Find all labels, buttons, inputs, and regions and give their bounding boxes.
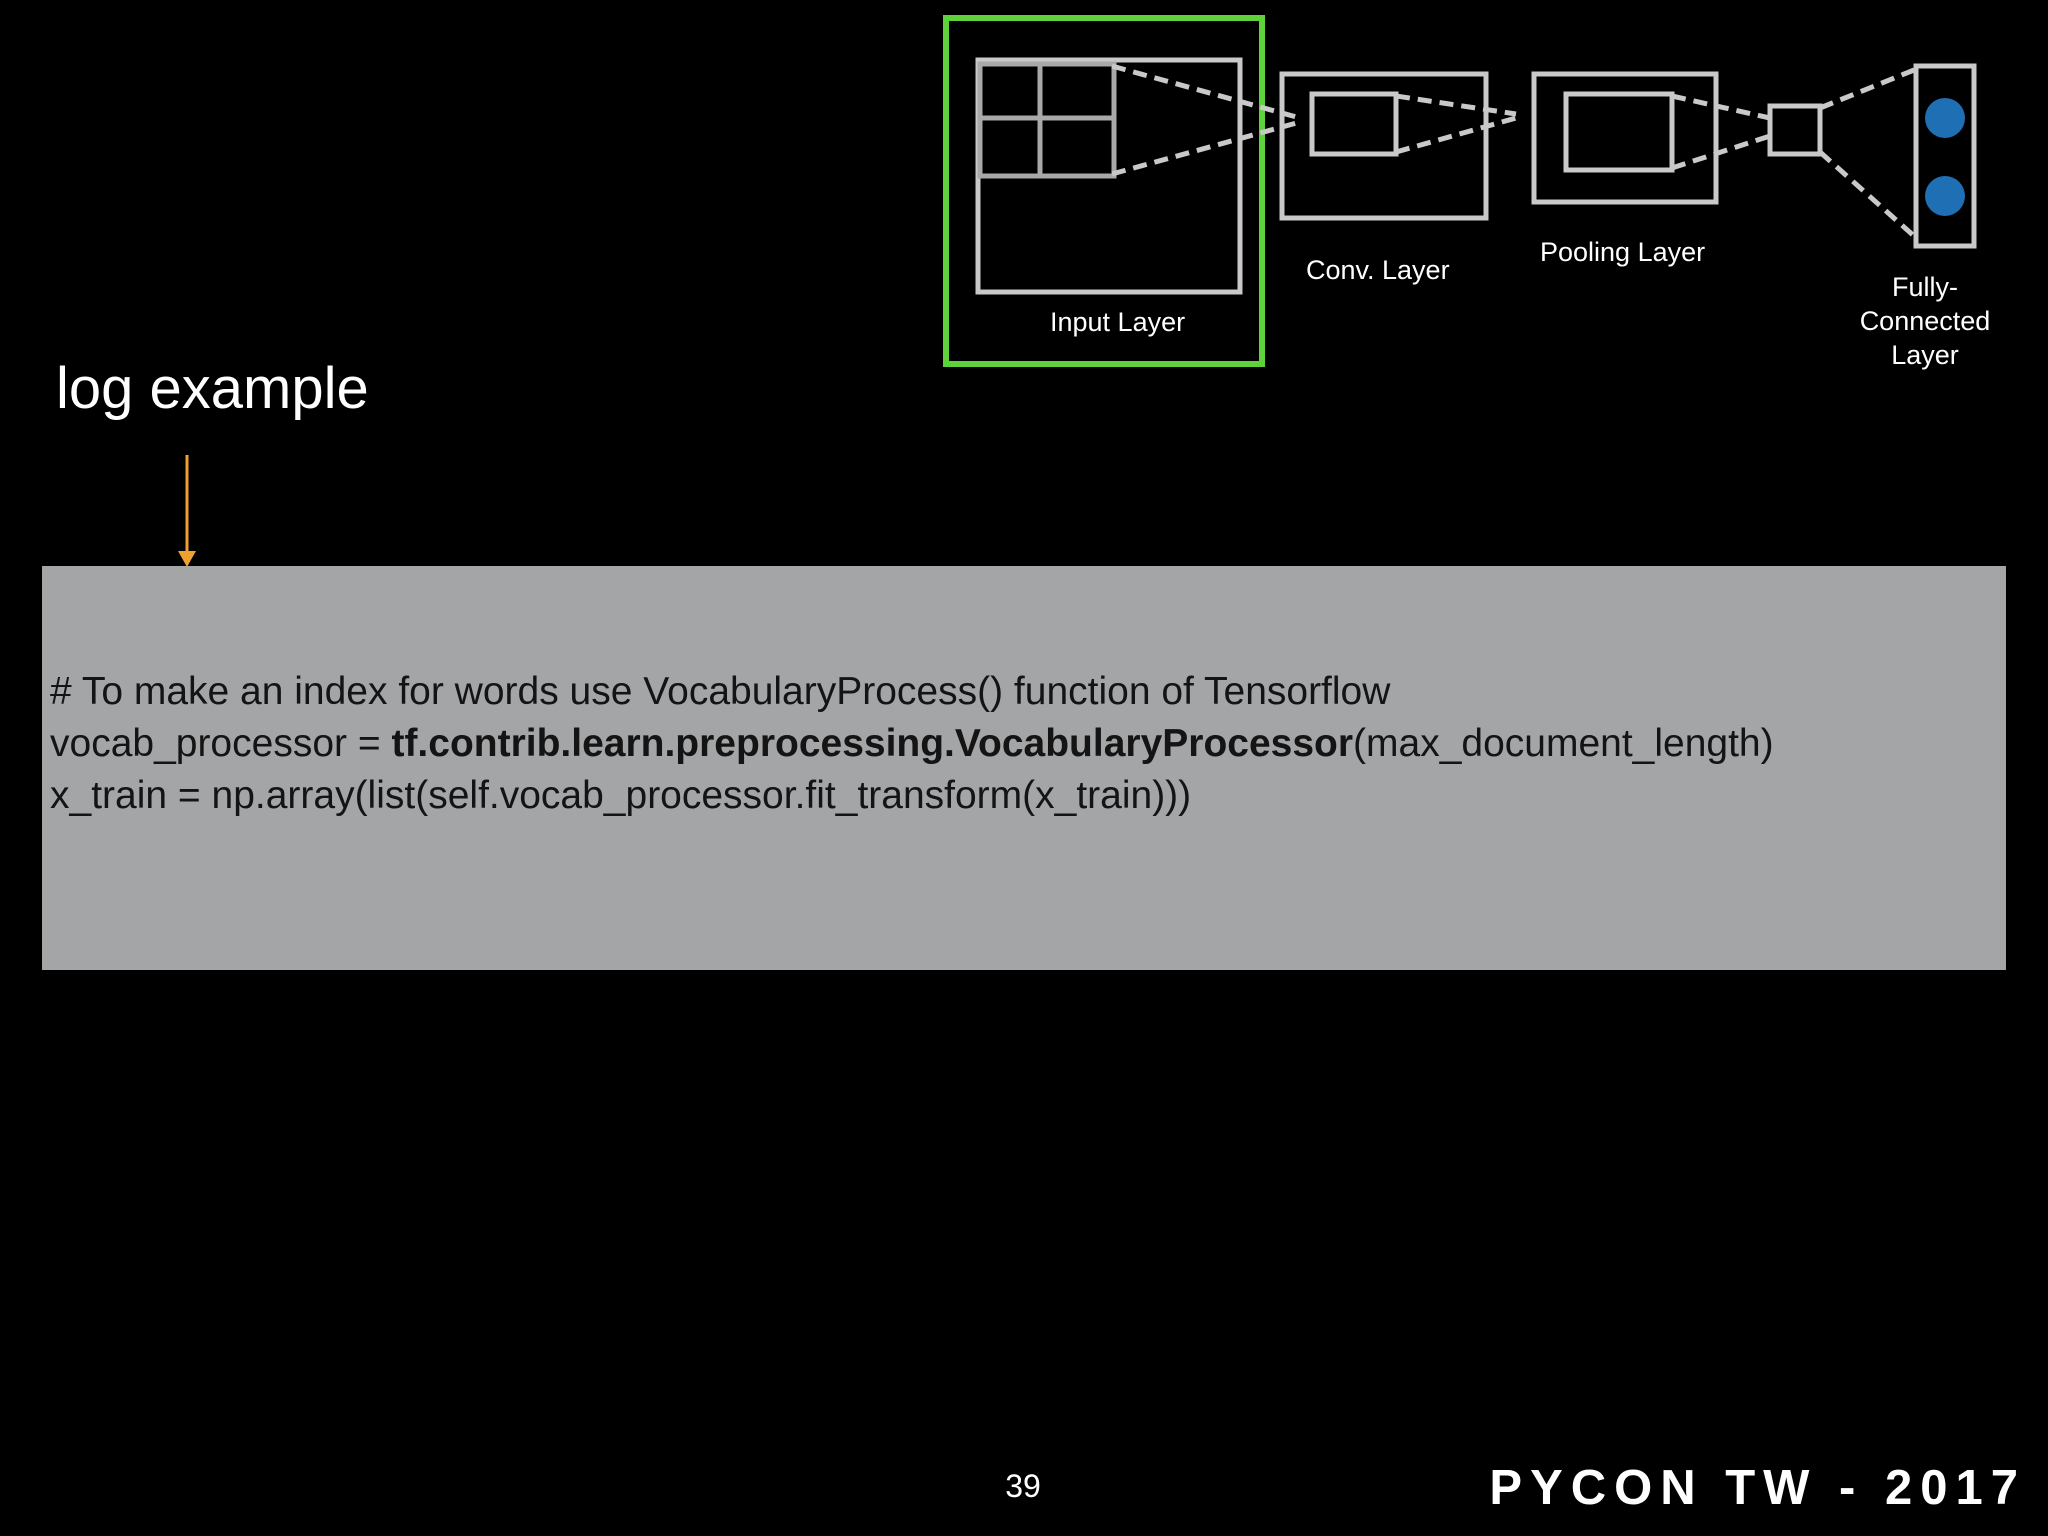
code-vocab-args: (max_document_length): [1353, 722, 1774, 765]
conv-feature-patch: [1312, 94, 1396, 154]
pool-to-fc-connections: [1672, 96, 1770, 168]
pooling-layer-label: Pooling Layer: [1540, 237, 1706, 267]
footer-brand: PYCON TW - 2017: [1489, 1461, 2026, 1515]
fc-layer-box: [1916, 66, 1974, 246]
fc-node-1: [1925, 98, 1965, 138]
fc-node-2: [1925, 176, 1965, 216]
input-to-conv-connections: [1112, 66, 1300, 174]
code-block: [42, 566, 2006, 970]
flatten-to-output-connections: [1820, 70, 1914, 236]
down-arrow-icon: [172, 455, 202, 570]
code-xtrain-line: x_train = np.array(list(self.vocab_processor.fit_transform(x_train))): [50, 774, 1192, 817]
input-layer-label: Input Layer: [1050, 307, 1186, 337]
code-comment-line: # To make an index for words use VocabularyProcess() function of Tensorflow: [50, 670, 1391, 713]
code-vocab-class: tf.contrib.learn.preprocessing.VocabularyProcessor: [391, 722, 1354, 765]
code-vocab-assign: vocab_processor =: [50, 722, 392, 765]
input-receptive-field: [980, 64, 1114, 176]
fc-layer-label: Fully- Connected Layer: [1859, 272, 1991, 370]
conv-layer-label: Conv. Layer: [1306, 255, 1450, 285]
slide-title: log example: [56, 356, 369, 421]
code-vocab-line: [50, 718, 2006, 770]
pooling-feature-patch: [1566, 94, 1672, 170]
cnn-diagram: [0, 0, 2048, 400]
page-number: 39: [1005, 1468, 1041, 1504]
conv-to-pool-connections: [1396, 96, 1516, 152]
flatten-box: [1770, 106, 1820, 154]
